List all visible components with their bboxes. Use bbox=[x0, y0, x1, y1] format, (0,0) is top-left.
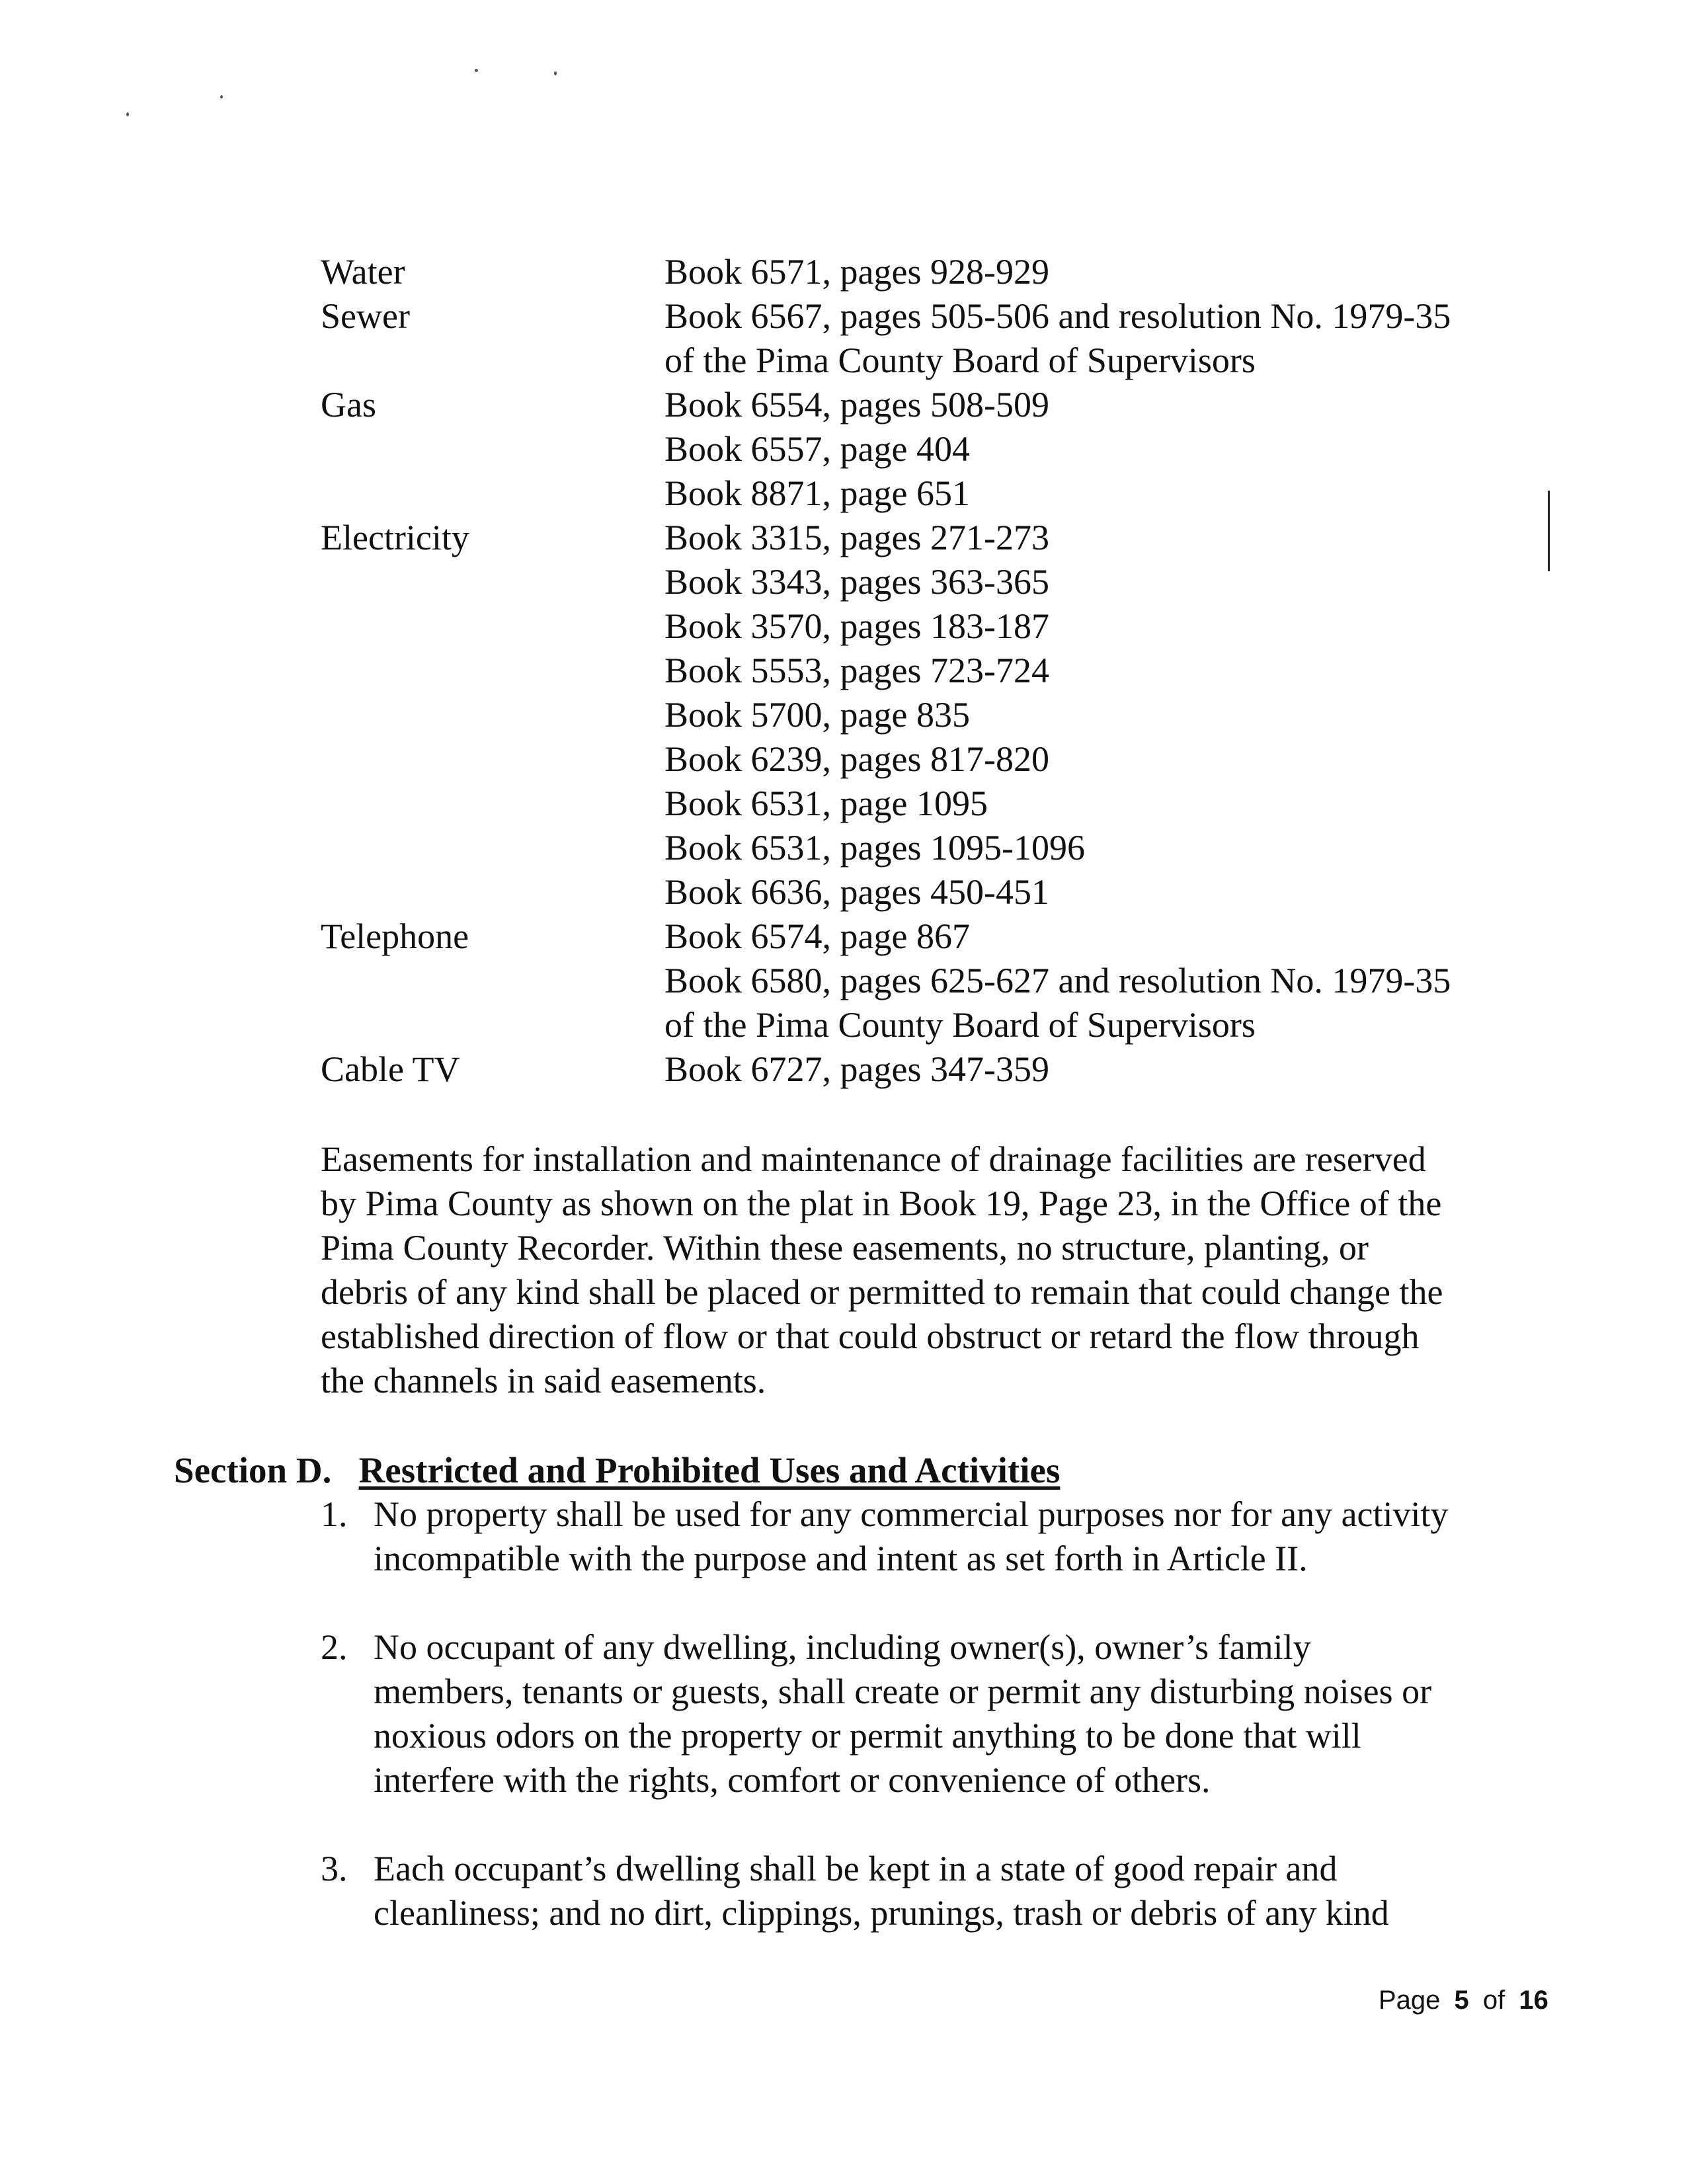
easement-utility-label: Cable TV bbox=[321, 1049, 460, 1089]
restriction-text-line: noxious odors on the property or permit anything to be done that will bbox=[374, 1716, 1361, 1756]
restriction-text bbox=[374, 1492, 1577, 1581]
easement-recording-references bbox=[664, 516, 1577, 914]
easement-reference-line: Book 5553, pages 723-724 bbox=[664, 651, 1049, 690]
easement-reference-line: Book 6636, pages 450-451 bbox=[664, 872, 1049, 912]
easement-utility-label: Telephone bbox=[321, 916, 469, 956]
easement-reference-line: Book 6567, pages 505-506 and resolution No. 1979-35 bbox=[664, 296, 1451, 336]
easement-reference-line: Book 3343, pages 363-365 bbox=[664, 562, 1049, 602]
easement-reference-line: Book 5700, page 835 bbox=[664, 695, 970, 735]
easement-recording-references bbox=[664, 914, 1577, 1047]
easement-reference-line: Book 6554, pages 508-509 bbox=[664, 385, 1049, 425]
section-title: Restricted and Prohibited Uses and Activities bbox=[358, 1450, 1061, 1490]
easement-reference-line: Book 6239, pages 817-820 bbox=[664, 739, 1049, 779]
easement-reference-line: Book 6580, pages 625-627 and resolution No. 1979-35 bbox=[664, 961, 1451, 1000]
restriction-text-line: No occupant of any dwelling, including owner(s), owner’s family bbox=[374, 1627, 1311, 1667]
restriction-text bbox=[374, 1625, 1577, 1802]
restriction-number: 2. bbox=[321, 1627, 348, 1667]
scan-speck bbox=[554, 71, 557, 75]
utility-easement-list bbox=[321, 250, 1577, 1092]
restriction-text bbox=[374, 1847, 1577, 1935]
easement-recording-references bbox=[664, 383, 1577, 516]
paragraph-line: the channels in said easements. bbox=[321, 1361, 766, 1400]
restriction-item bbox=[321, 1492, 1577, 1581]
scan-speck bbox=[126, 112, 129, 116]
page-prefix: Page bbox=[1379, 1986, 1441, 2015]
easement-reference-line: Book 6557, page 404 bbox=[664, 429, 970, 469]
easement-row bbox=[321, 250, 1577, 294]
drainage-easement-paragraph bbox=[321, 1137, 1531, 1403]
easement-row bbox=[321, 1047, 1577, 1092]
restriction-text-line: incompatible with the purpose and intent as set forth in Article II. bbox=[374, 1539, 1308, 1578]
easement-reference-line: of the Pima County Board of Supervisors bbox=[664, 341, 1256, 380]
easement-reference-line: Book 6531, page 1095 bbox=[664, 784, 988, 823]
restriction-item bbox=[321, 1625, 1577, 1802]
easement-reference-line: Book 3315, pages 271-273 bbox=[664, 518, 1049, 557]
easement-row bbox=[321, 383, 1577, 516]
scan-speck bbox=[220, 95, 223, 99]
easement-row bbox=[321, 914, 1577, 1047]
paragraph-line: debris of any kind shall be placed or permitted to remain that could change the bbox=[321, 1272, 1443, 1312]
easement-reference-line: Book 6531, pages 1095-1096 bbox=[664, 828, 1085, 868]
easement-reference-line: Book 6727, pages 347-359 bbox=[664, 1049, 1049, 1089]
restriction-text-line: No property shall be used for any commercial purposes nor for any activity bbox=[374, 1494, 1449, 1534]
easement-reference-line: Book 6571, pages 928-929 bbox=[664, 252, 1049, 292]
restriction-text-line: Each occupant’s dwelling shall be kept in a state of good repair and bbox=[374, 1849, 1338, 1888]
total-page-count: 16 bbox=[1519, 1986, 1548, 2015]
easement-row bbox=[321, 516, 1577, 914]
easement-utility-label: Water bbox=[321, 252, 405, 292]
section-label: Section D. bbox=[174, 1450, 332, 1490]
easement-recording-references bbox=[664, 294, 1577, 383]
easement-utility-label: Electricity bbox=[321, 518, 469, 557]
easement-utility-label: Gas bbox=[321, 385, 376, 425]
easement-row bbox=[321, 294, 1577, 383]
easement-recording-references bbox=[664, 250, 1577, 294]
restriction-number: 1. bbox=[321, 1494, 348, 1534]
restriction-number: 3. bbox=[321, 1849, 348, 1888]
easement-utility-label: Sewer bbox=[321, 296, 410, 336]
restriction-text-line: interfere with the rights, comfort or convenience of others. bbox=[374, 1760, 1211, 1800]
scan-speck bbox=[475, 69, 478, 72]
page-number-footer bbox=[1379, 1984, 1548, 2017]
easement-reference-line: of the Pima County Board of Supervisors bbox=[664, 1005, 1256, 1045]
section-heading bbox=[174, 1448, 1060, 1492]
easement-reference-line: Book 8871, page 651 bbox=[664, 473, 970, 513]
current-page-number: 5 bbox=[1454, 1986, 1469, 2015]
paragraph-line: established direction of flow or that could obstruct or retard the flow through bbox=[321, 1316, 1420, 1356]
restriction-text-line: members, tenants or guests, shall create or permit any disturbing noises or bbox=[374, 1672, 1432, 1711]
paragraph-line: Pima County Recorder. Within these easements, no structure, planting, or bbox=[321, 1228, 1369, 1268]
paragraph-line: Easements for installation and maintenance of drainage facilities are reserved bbox=[321, 1139, 1426, 1179]
easement-reference-line: Book 3570, pages 183-187 bbox=[664, 606, 1049, 646]
restriction-text-line: cleanliness; and no dirt, clippings, prunings, trash or debris of any kind bbox=[374, 1893, 1389, 1933]
restrictions-list bbox=[321, 1492, 1577, 1980]
restriction-item bbox=[321, 1847, 1577, 1935]
paragraph-line: by Pima County as shown on the plat in Book 19, Page 23, in the Office of the bbox=[321, 1184, 1442, 1223]
easement-recording-references bbox=[664, 1047, 1577, 1092]
easement-reference-line: Book 6574, page 867 bbox=[664, 916, 970, 956]
page-of: of bbox=[1482, 1986, 1505, 2015]
